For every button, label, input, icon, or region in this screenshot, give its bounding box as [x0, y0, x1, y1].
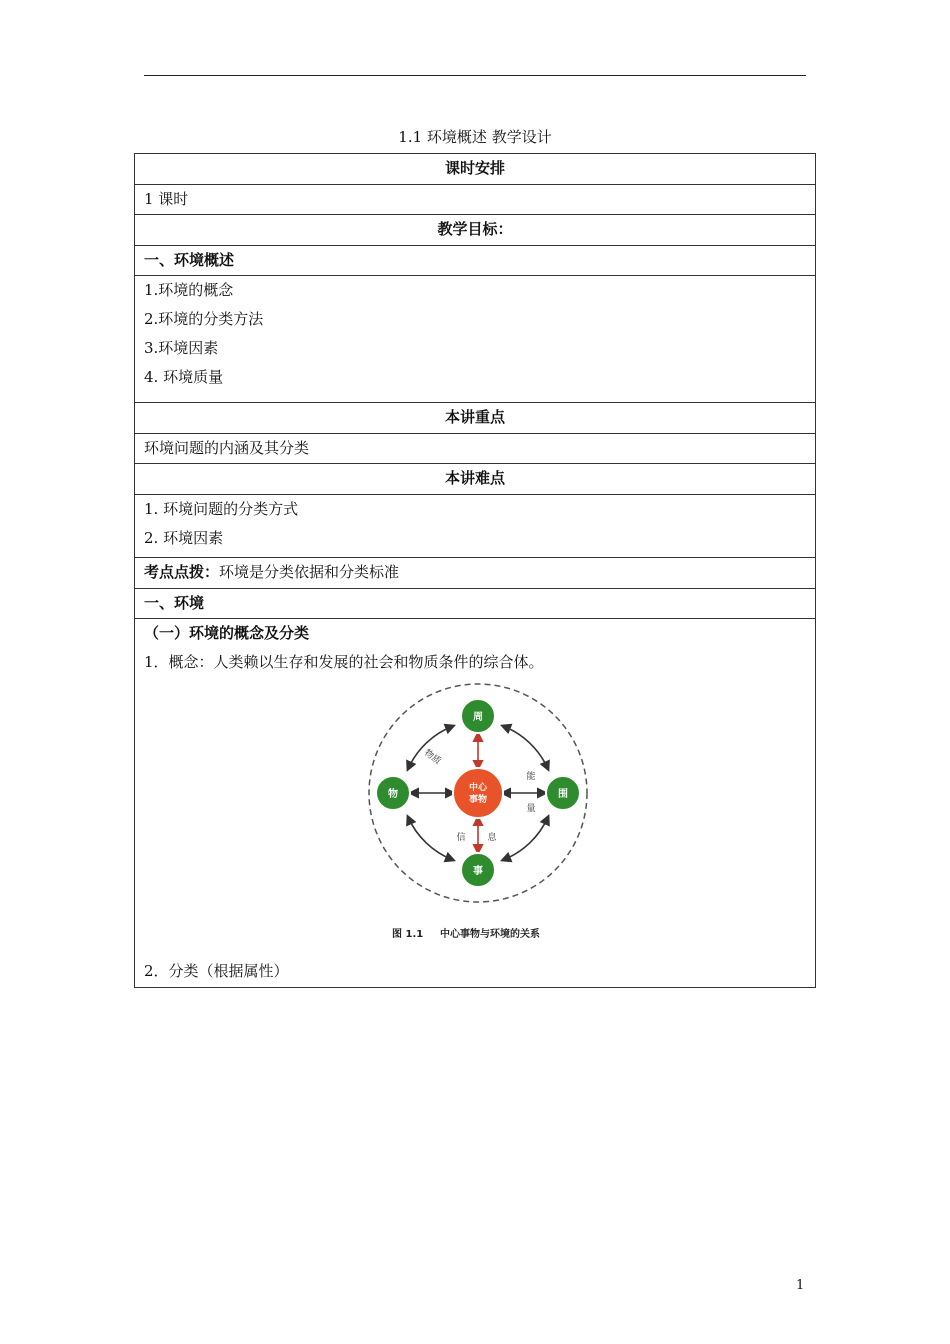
- center-label-1: 中心: [468, 783, 488, 793]
- figure-container: [144, 677, 806, 957]
- environment-relation-diagram: [368, 681, 588, 951]
- difficult-points-list: [135, 495, 816, 558]
- subsection-title: （一）环境的概念及分类: [144, 624, 310, 642]
- node-left-label: 物: [388, 789, 398, 800]
- node-bottom-label: 事: [473, 866, 483, 877]
- goal-item: 4. 环境质量: [144, 368, 224, 386]
- center-node: [453, 768, 503, 818]
- arc-arrow-top-left: [408, 726, 453, 769]
- header-rule: [144, 75, 806, 76]
- exam-tip-label: 考点点拨：: [144, 563, 220, 581]
- exam-tip: [135, 558, 816, 589]
- figure-caption-text: 中心事物与环境的关系: [440, 929, 540, 940]
- section-environment: 一、环境: [135, 589, 816, 619]
- goals-list: [135, 276, 816, 403]
- page-number: 1: [796, 1278, 805, 1293]
- schedule-value: 1 课时: [135, 185, 816, 215]
- label-material: 物质: [422, 747, 443, 767]
- node-right-label: 围: [558, 789, 568, 800]
- arc-arrow-bottom-left: [408, 817, 453, 860]
- goals-section: 一、环境概述: [135, 246, 816, 276]
- concept-cell: [135, 619, 816, 988]
- arc-arrow-top-right: [503, 726, 548, 769]
- node-top-label: 周: [473, 712, 483, 723]
- label-info-1: 信: [456, 833, 466, 843]
- classify-line: 2．分类（根据属性）: [144, 962, 289, 980]
- goal-item: 3.环境因素: [144, 339, 219, 357]
- difficult-points-header: 本讲难点: [135, 464, 816, 495]
- exam-tip-value: 环境是分类依据和分类标准: [219, 563, 400, 581]
- center-label-2: 事物: [468, 795, 488, 805]
- label-info-2: 息: [487, 833, 497, 843]
- difficult-item: 1. 环境问题的分类方式: [144, 500, 299, 518]
- document-title: 1.1 环境概述 教学设计: [398, 128, 552, 146]
- key-points-header: 本讲重点: [135, 403, 816, 434]
- goals-header: 教学目标：: [135, 215, 816, 246]
- key-points-value: 环境问题的内涵及其分类: [135, 434, 816, 464]
- concept-line: 1．概念：人类赖以生存和发展的社会和物质条件的综合体。: [144, 653, 544, 671]
- goal-item: 2.环境的分类方法: [144, 310, 264, 328]
- arc-arrow-bottom-right: [503, 817, 548, 860]
- label-energy-1: 能: [526, 772, 536, 782]
- label-energy-2: 量: [526, 804, 536, 814]
- schedule-header: 课时安排: [135, 154, 816, 185]
- lesson-plan-table: [134, 153, 816, 988]
- goal-item: 1.环境的概念: [144, 281, 234, 299]
- figure-caption-number: 图 1.1: [392, 929, 424, 940]
- difficult-item: 2. 环境因素: [144, 529, 224, 547]
